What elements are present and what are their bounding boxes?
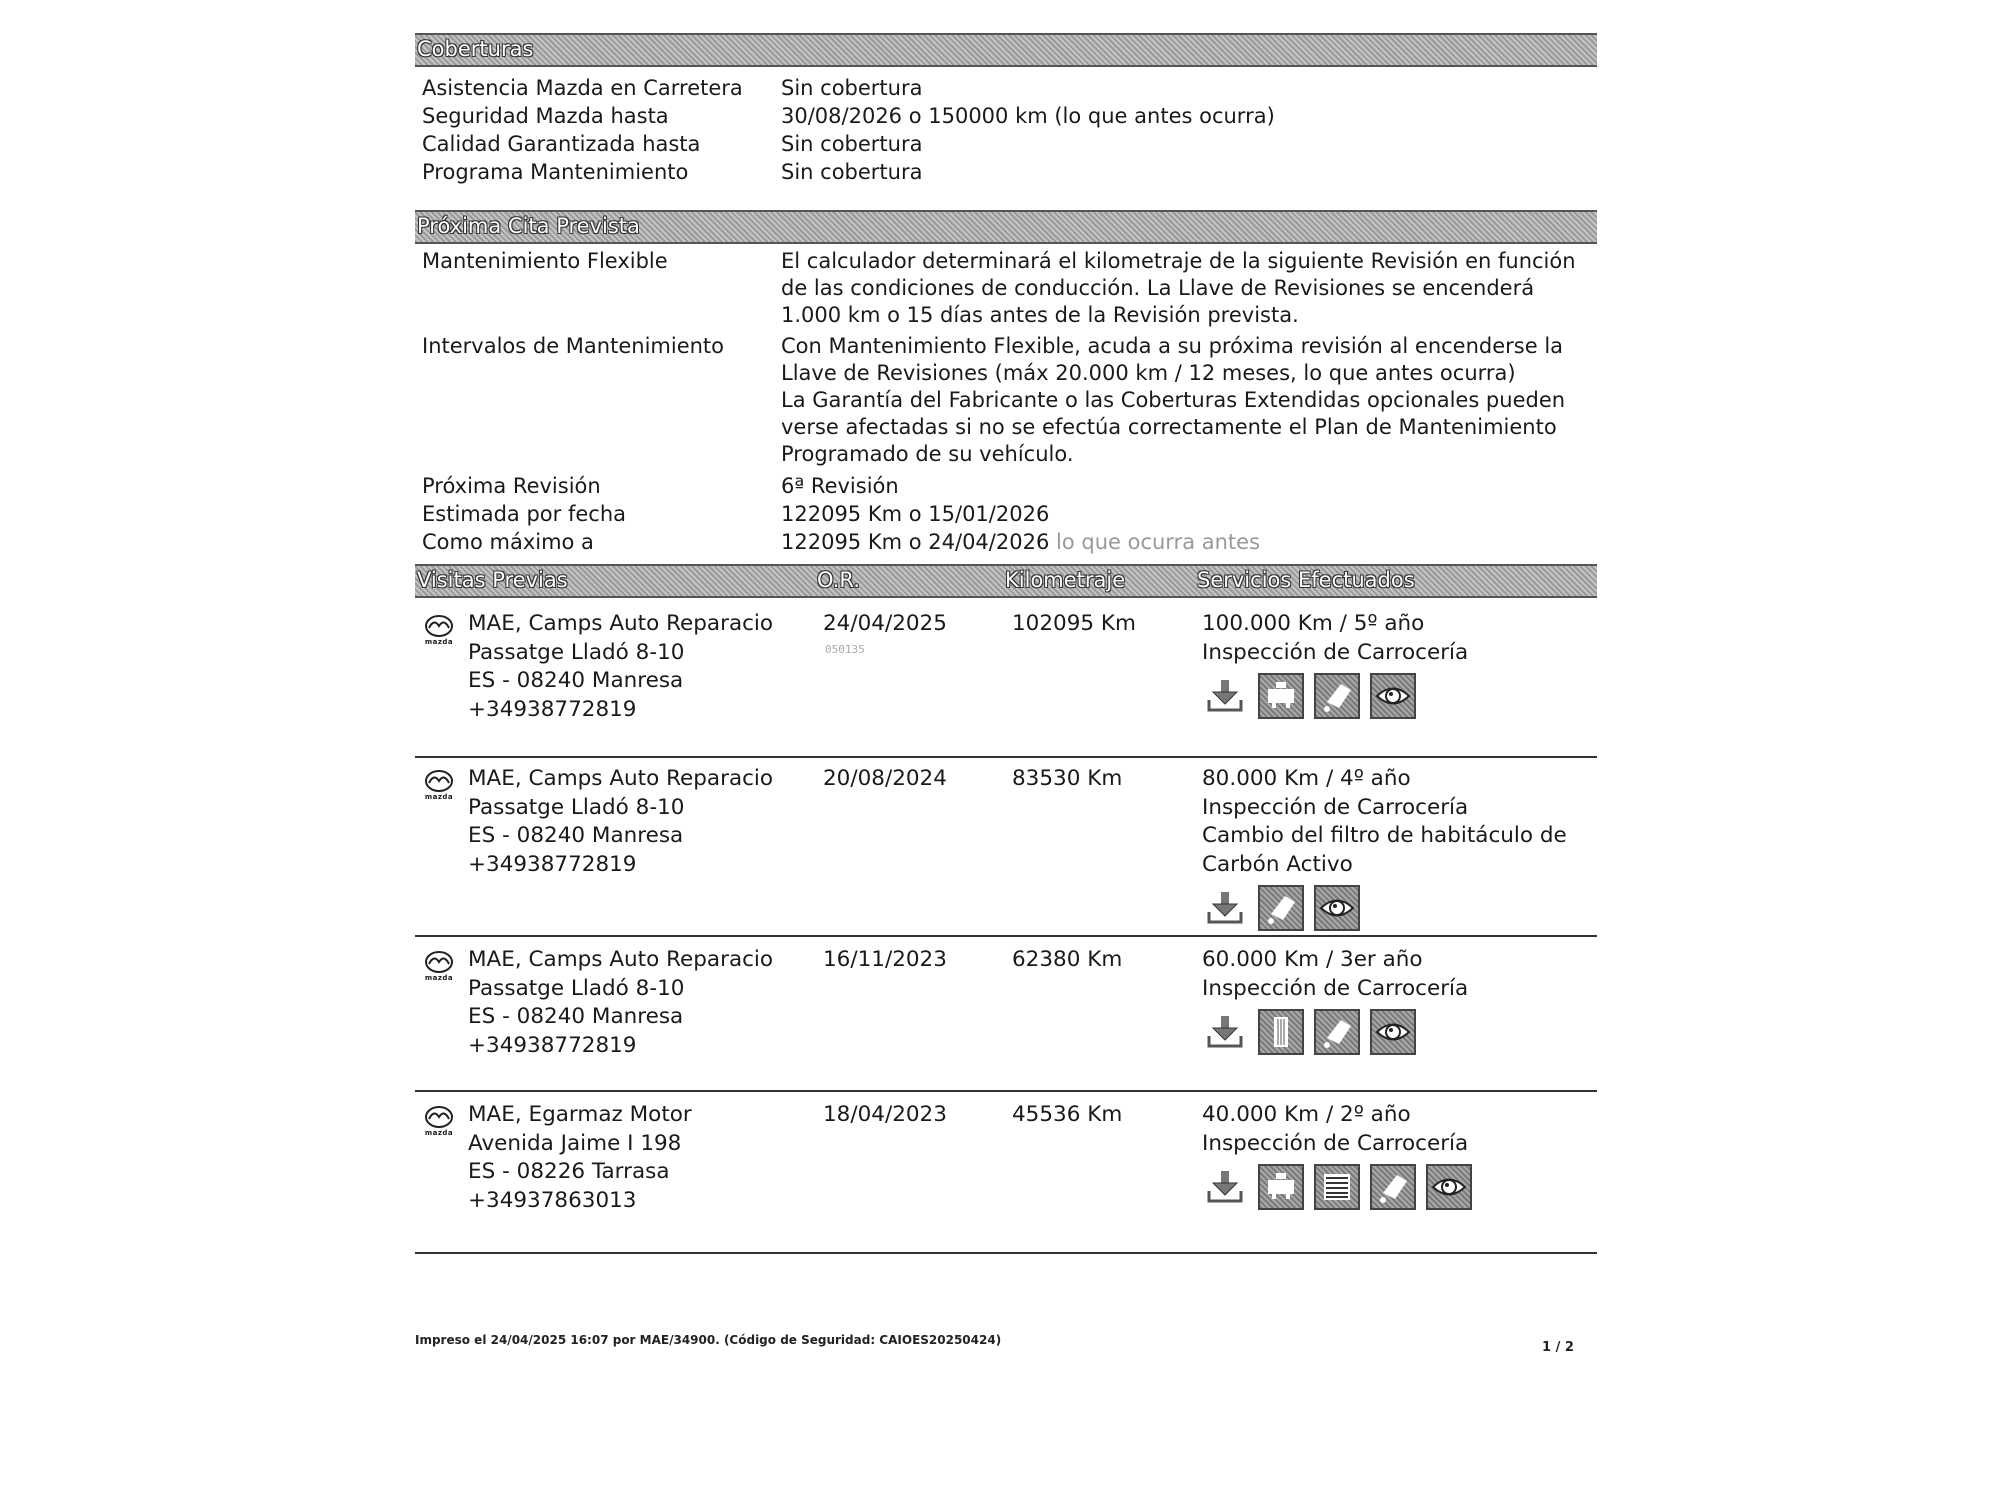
service-icons <box>1202 1009 1602 1055</box>
coverage-label: Programa Mantenimiento <box>422 160 689 184</box>
eye-icon <box>1370 1009 1416 1055</box>
service-line: 40.000 Km / 2º año <box>1202 1102 1411 1127</box>
engine-icon <box>1258 1164 1304 1210</box>
mazda-logo-icon <box>421 1105 457 1137</box>
install-icon <box>1202 885 1248 931</box>
dealer-line: ES - 08226 Tarrasa <box>468 1159 670 1184</box>
cabin-filter-icon <box>1258 1009 1304 1055</box>
text-line: Con Mantenimiento Flexible, acuda a su próxima revisión al encenderse la <box>781 334 1564 358</box>
divider <box>415 935 1597 937</box>
faint-suffix: lo que ocurra antes <box>1056 530 1261 554</box>
coverage-value: Sin cobertura <box>781 76 923 100</box>
services-performed <box>1202 610 1602 719</box>
air-filter-icon <box>1314 1164 1360 1210</box>
appointment-value: 6ª Revisión <box>781 474 899 498</box>
section-header-proxima-cita <box>415 210 1597 244</box>
brand-word: mazda <box>424 974 454 982</box>
divider <box>415 756 1597 758</box>
appointment-value <box>781 333 1591 468</box>
visit-km: 45536 Km <box>1012 1102 1123 1127</box>
services-performed <box>1202 946 1602 1055</box>
divider <box>415 1252 1597 1254</box>
text-line: Llave de Revisiones (máx 20.000 km / 12 meses, lo que antes ocurra) <box>781 361 1516 385</box>
visit-date: 20/08/2024 <box>823 766 947 791</box>
oil-can-icon <box>1258 885 1304 931</box>
section-header-coberturas <box>415 33 1597 67</box>
visit-date: 18/04/2023 <box>823 1102 947 1127</box>
appointment-label: Intervalos de Mantenimiento <box>422 334 725 358</box>
service-line: Carbón Activo <box>1202 851 1353 877</box>
oil-can-icon <box>1314 1009 1360 1055</box>
install-icon <box>1202 1009 1248 1055</box>
dealer-line: MAE, Egarmaz Motor <box>468 1102 692 1127</box>
dealer-info <box>468 946 773 1060</box>
text-line: 122095 Km o 24/04/2026 <box>781 530 1050 554</box>
or-number: 050135 <box>825 643 865 656</box>
coverage-value: 30/08/2026 o 150000 km (lo que antes ocurra) <box>781 104 1275 128</box>
mazda-logo-icon <box>421 950 457 982</box>
brand-word: mazda <box>424 638 454 646</box>
col-header-km: Kilometraje <box>1005 568 1126 592</box>
appointment-value <box>781 248 1591 329</box>
brand-word: mazda <box>424 793 454 801</box>
coverage-label: Calidad Garantizada hasta <box>422 132 701 156</box>
dealer-line: +34937863013 <box>468 1187 637 1213</box>
oil-can-icon <box>1314 673 1360 719</box>
page-number: 1 / 2 <box>1542 1340 1574 1355</box>
coverage-value: Sin cobertura <box>781 132 923 156</box>
dealer-info <box>468 1101 692 1215</box>
text-line: 1.000 km o 15 días antes de la Revisión prevista. <box>781 303 1299 327</box>
appointment-label: Como máximo a <box>422 530 594 554</box>
eye-icon <box>1370 673 1416 719</box>
col-header-services: Servicios Efectuados <box>1197 568 1415 592</box>
service-line: Inspección de Carrocería <box>1202 794 1469 820</box>
coverage-label: Asistencia Mazda en Carretera <box>422 76 743 100</box>
dealer-line: +34938772819 <box>468 1032 637 1058</box>
services-performed <box>1202 1101 1602 1210</box>
service-line: 100.000 Km / 5º año <box>1202 611 1425 636</box>
appointment-value: 122095 Km o 15/01/2026 <box>781 502 1050 526</box>
dealer-info <box>468 765 773 879</box>
service-line: Inspección de Carrocería <box>1202 975 1469 1001</box>
service-icons <box>1202 673 1602 719</box>
divider <box>415 1090 1597 1092</box>
engine-icon <box>1258 673 1304 719</box>
section-title: Próxima Cita Prevista <box>417 214 640 238</box>
dealer-line: Passatge Lladó 8-10 <box>468 639 685 665</box>
visit-km: 83530 Km <box>1012 766 1123 791</box>
dealer-line: ES - 08240 Manresa <box>468 668 684 693</box>
dealer-line: MAE, Camps Auto Reparacio <box>468 766 774 791</box>
text-line: Programado de su vehículo. <box>781 442 1074 466</box>
visit-km: 62380 Km <box>1012 947 1123 972</box>
service-line: 60.000 Km / 3er año <box>1202 947 1423 972</box>
appointment-label: Estimada por fecha <box>422 502 627 526</box>
dealer-line: Passatge Lladó 8-10 <box>468 975 685 1001</box>
install-icon <box>1202 673 1248 719</box>
dealer-line: ES - 08240 Manresa <box>468 823 684 848</box>
oil-can-icon <box>1370 1164 1416 1210</box>
service-icons <box>1202 885 1602 931</box>
appointment-label: Próxima Revisión <box>422 474 601 498</box>
install-icon <box>1202 1164 1248 1210</box>
eye-icon <box>1426 1164 1472 1210</box>
appointment-label: Mantenimiento Flexible <box>422 249 668 273</box>
text-line: verse afectadas si no se efectúa correctamente el Plan de Mantenimiento <box>781 415 1557 439</box>
service-line: Inspección de Carrocería <box>1202 1130 1469 1156</box>
mazda-logo-icon <box>421 769 457 801</box>
eye-icon <box>1314 885 1360 931</box>
dealer-line: Passatge Lladó 8-10 <box>468 794 685 820</box>
dealer-line: MAE, Camps Auto Reparacio <box>468 947 774 972</box>
visit-km: 102095 Km <box>1012 611 1136 636</box>
section-title: Coberturas <box>417 37 534 61</box>
dealer-line: Avenida Jaime I 198 <box>468 1130 682 1156</box>
section-header-visitas <box>415 564 1597 598</box>
col-header-or: O.R. <box>817 568 860 592</box>
service-icons <box>1202 1164 1602 1210</box>
text-line: La Garantía del Fabricante o las Coberturas Extendidas opcionales pueden <box>781 388 1566 412</box>
service-line: 80.000 Km / 4º año <box>1202 766 1411 791</box>
coverage-value: Sin cobertura <box>781 160 923 184</box>
visit-date: 24/04/2025 <box>823 611 947 636</box>
dealer-line: MAE, Camps Auto Reparacio <box>468 611 774 636</box>
visit-date: 16/11/2023 <box>823 947 947 972</box>
text-line: de las condiciones de conducción. La Llave de Revisiones se encenderá <box>781 276 1535 300</box>
col-header-visitas: Visitas Previas <box>417 568 568 592</box>
brand-word: mazda <box>424 1129 454 1137</box>
coverage-label: Seguridad Mazda hasta <box>422 104 669 128</box>
dealer-info <box>468 610 773 724</box>
print-footer: Impreso el 24/04/2025 16:07 por MAE/34900. (Código de Seguridad: CAIOES20250424) <box>415 1333 1002 1347</box>
service-line: Cambio del filtro de habitáculo de <box>1202 823 1567 848</box>
services-performed <box>1202 765 1602 931</box>
dealer-line: +34938772819 <box>468 851 637 877</box>
dealer-line: ES - 08240 Manresa <box>468 1004 684 1029</box>
text-line: El calculador determinará el kilometraje de la siguiente Revisión en función <box>781 249 1576 273</box>
dealer-line: +34938772819 <box>468 696 637 722</box>
mazda-logo-icon <box>421 614 457 646</box>
service-line: Inspección de Carrocería <box>1202 639 1469 665</box>
appointment-value <box>781 529 1591 556</box>
